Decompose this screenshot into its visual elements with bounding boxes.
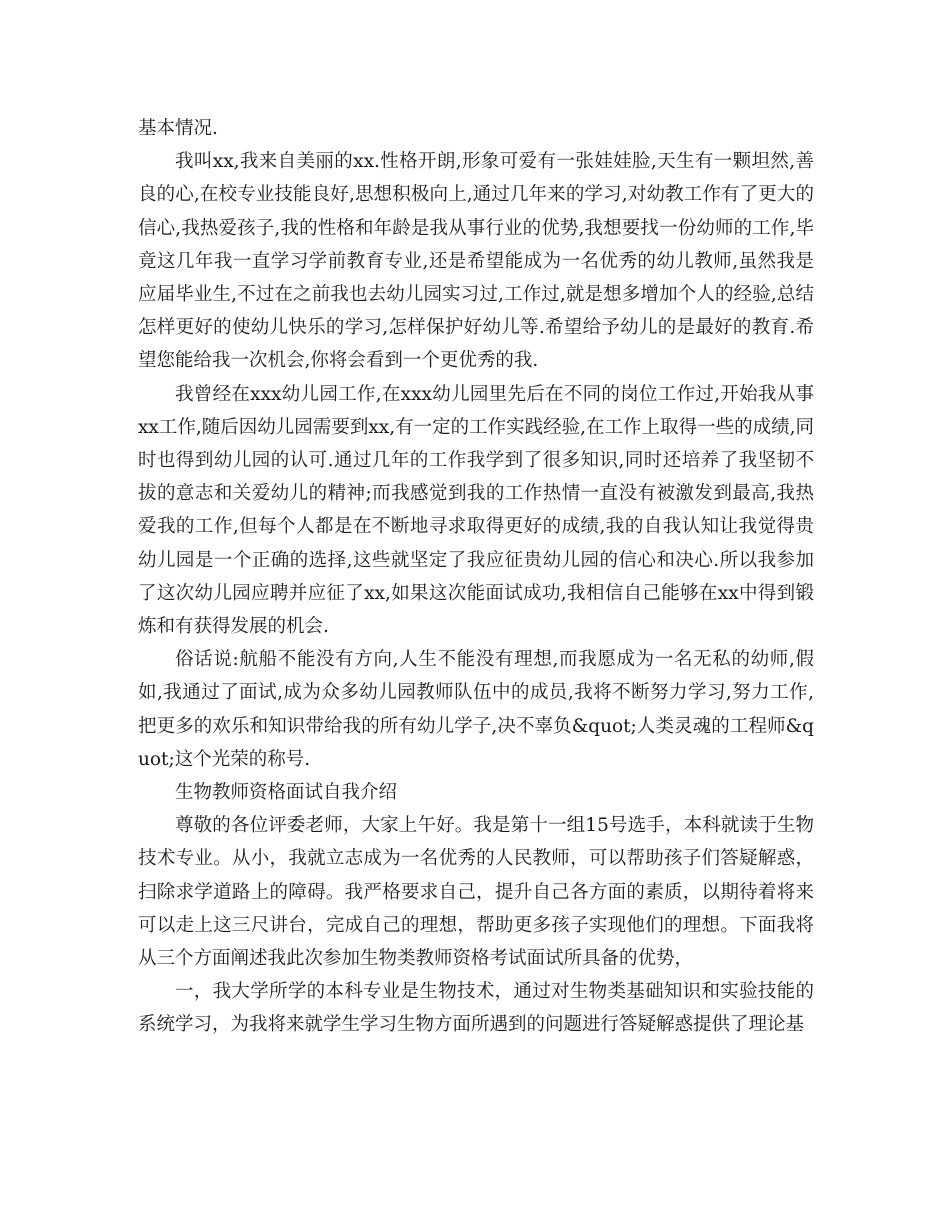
paragraph-basic-info: 基本情况.: [138, 118, 218, 139]
document-page: [138, 112, 814, 1042]
paragraph-biology-intro: 尊敬的各位评委老师，大家上午好。我是第十一组15号选手，本科就读于生物技术专业。从小，我就立志成为一名优秀的人民教师，可以帮助孩子们答疑解惑，扫除求学道路上的障碍。我严格要求自己，提升自己各方面的素质，以期待着将来可以走上这三尺讲台，完成自己的理想，帮助更多孩子实现他们的理想。下面我将从三个方面阐述我此次参加生物类教师资格考试面试所具备的优势，: [138, 815, 814, 970]
paragraph-advantage-one: 一，我大学所学的本科专业是生物技术，通过对生物类基础知识和实验技能的系统学习，为我将来就学生学习生物方面所遇到的问题进行答疑解惑提供了理论基: [138, 981, 814, 1036]
paragraph-aspiration: 俗话说:航船不能没有方向,人生不能没有理想,而我愿成为一名无私的幼师,假如,我通过了面试,成为众多幼儿园教师队伍中的成员,我将不断努力学习,努力工作,把更多的欢乐和知识带给我的所有幼儿学子,决不辜负&quot;人类灵魂的工程师&quot;这个光荣的称号.: [138, 649, 814, 770]
section-heading-biology-teacher: 生物教师资格面试自我介绍: [175, 782, 398, 804]
paragraph-work-experience: 我曾经在xxx幼儿园工作,在xxx幼儿园里先后在不同的岗位工作过,开始我从事xx工作,随后因幼儿园需要到xx,有一定的工作实践经验,在工作上取得一些的成绩,同时也得到幼儿园的认可.通过几年的工作我学到了很多知识,同时还培养了我坚韧不拔的意志和关爱幼儿的精神;而我感觉到我的工作热情一直没有被激发到最高,我热爱我的工作,但每个人都是在不断地寻求取得更好的成绩,我的自我认知让我觉得贵幼儿园是一个正确的选择,这些就坚定了我应征贵幼儿园的信心和决心.所以我参加了这次幼儿园应聘并应征了xx,如果这次能面试成功,我相信自己能够在xx中得到锻炼和有获得发展的机会.: [138, 383, 814, 638]
paragraph-self-intro: 我叫xx,我来自美丽的xx.性格开朗,形象可爱有一张娃娃脸,天生有一颗坦然,善良的心,在校专业技能良好,思想积极向上,通过几年来的学习,对幼教工作有了更大的信心,我热爱孩子,我的性格和年龄是我从事行业的优势,我想要找一份幼师的工作,毕竟这几年我一直学习学前教育专业,还是希望能成为一名优秀的幼儿教师,虽然我是应届毕业生,不过在之前我也去幼儿园实习过,工作过,就是想多增加个人的经验,总结怎样更好的使幼儿快乐的学习,怎样保护好幼儿等.希望给予幼儿的是最好的教育.希望您能给我一次机会,你将会看到一个更优秀的我.: [138, 151, 814, 372]
